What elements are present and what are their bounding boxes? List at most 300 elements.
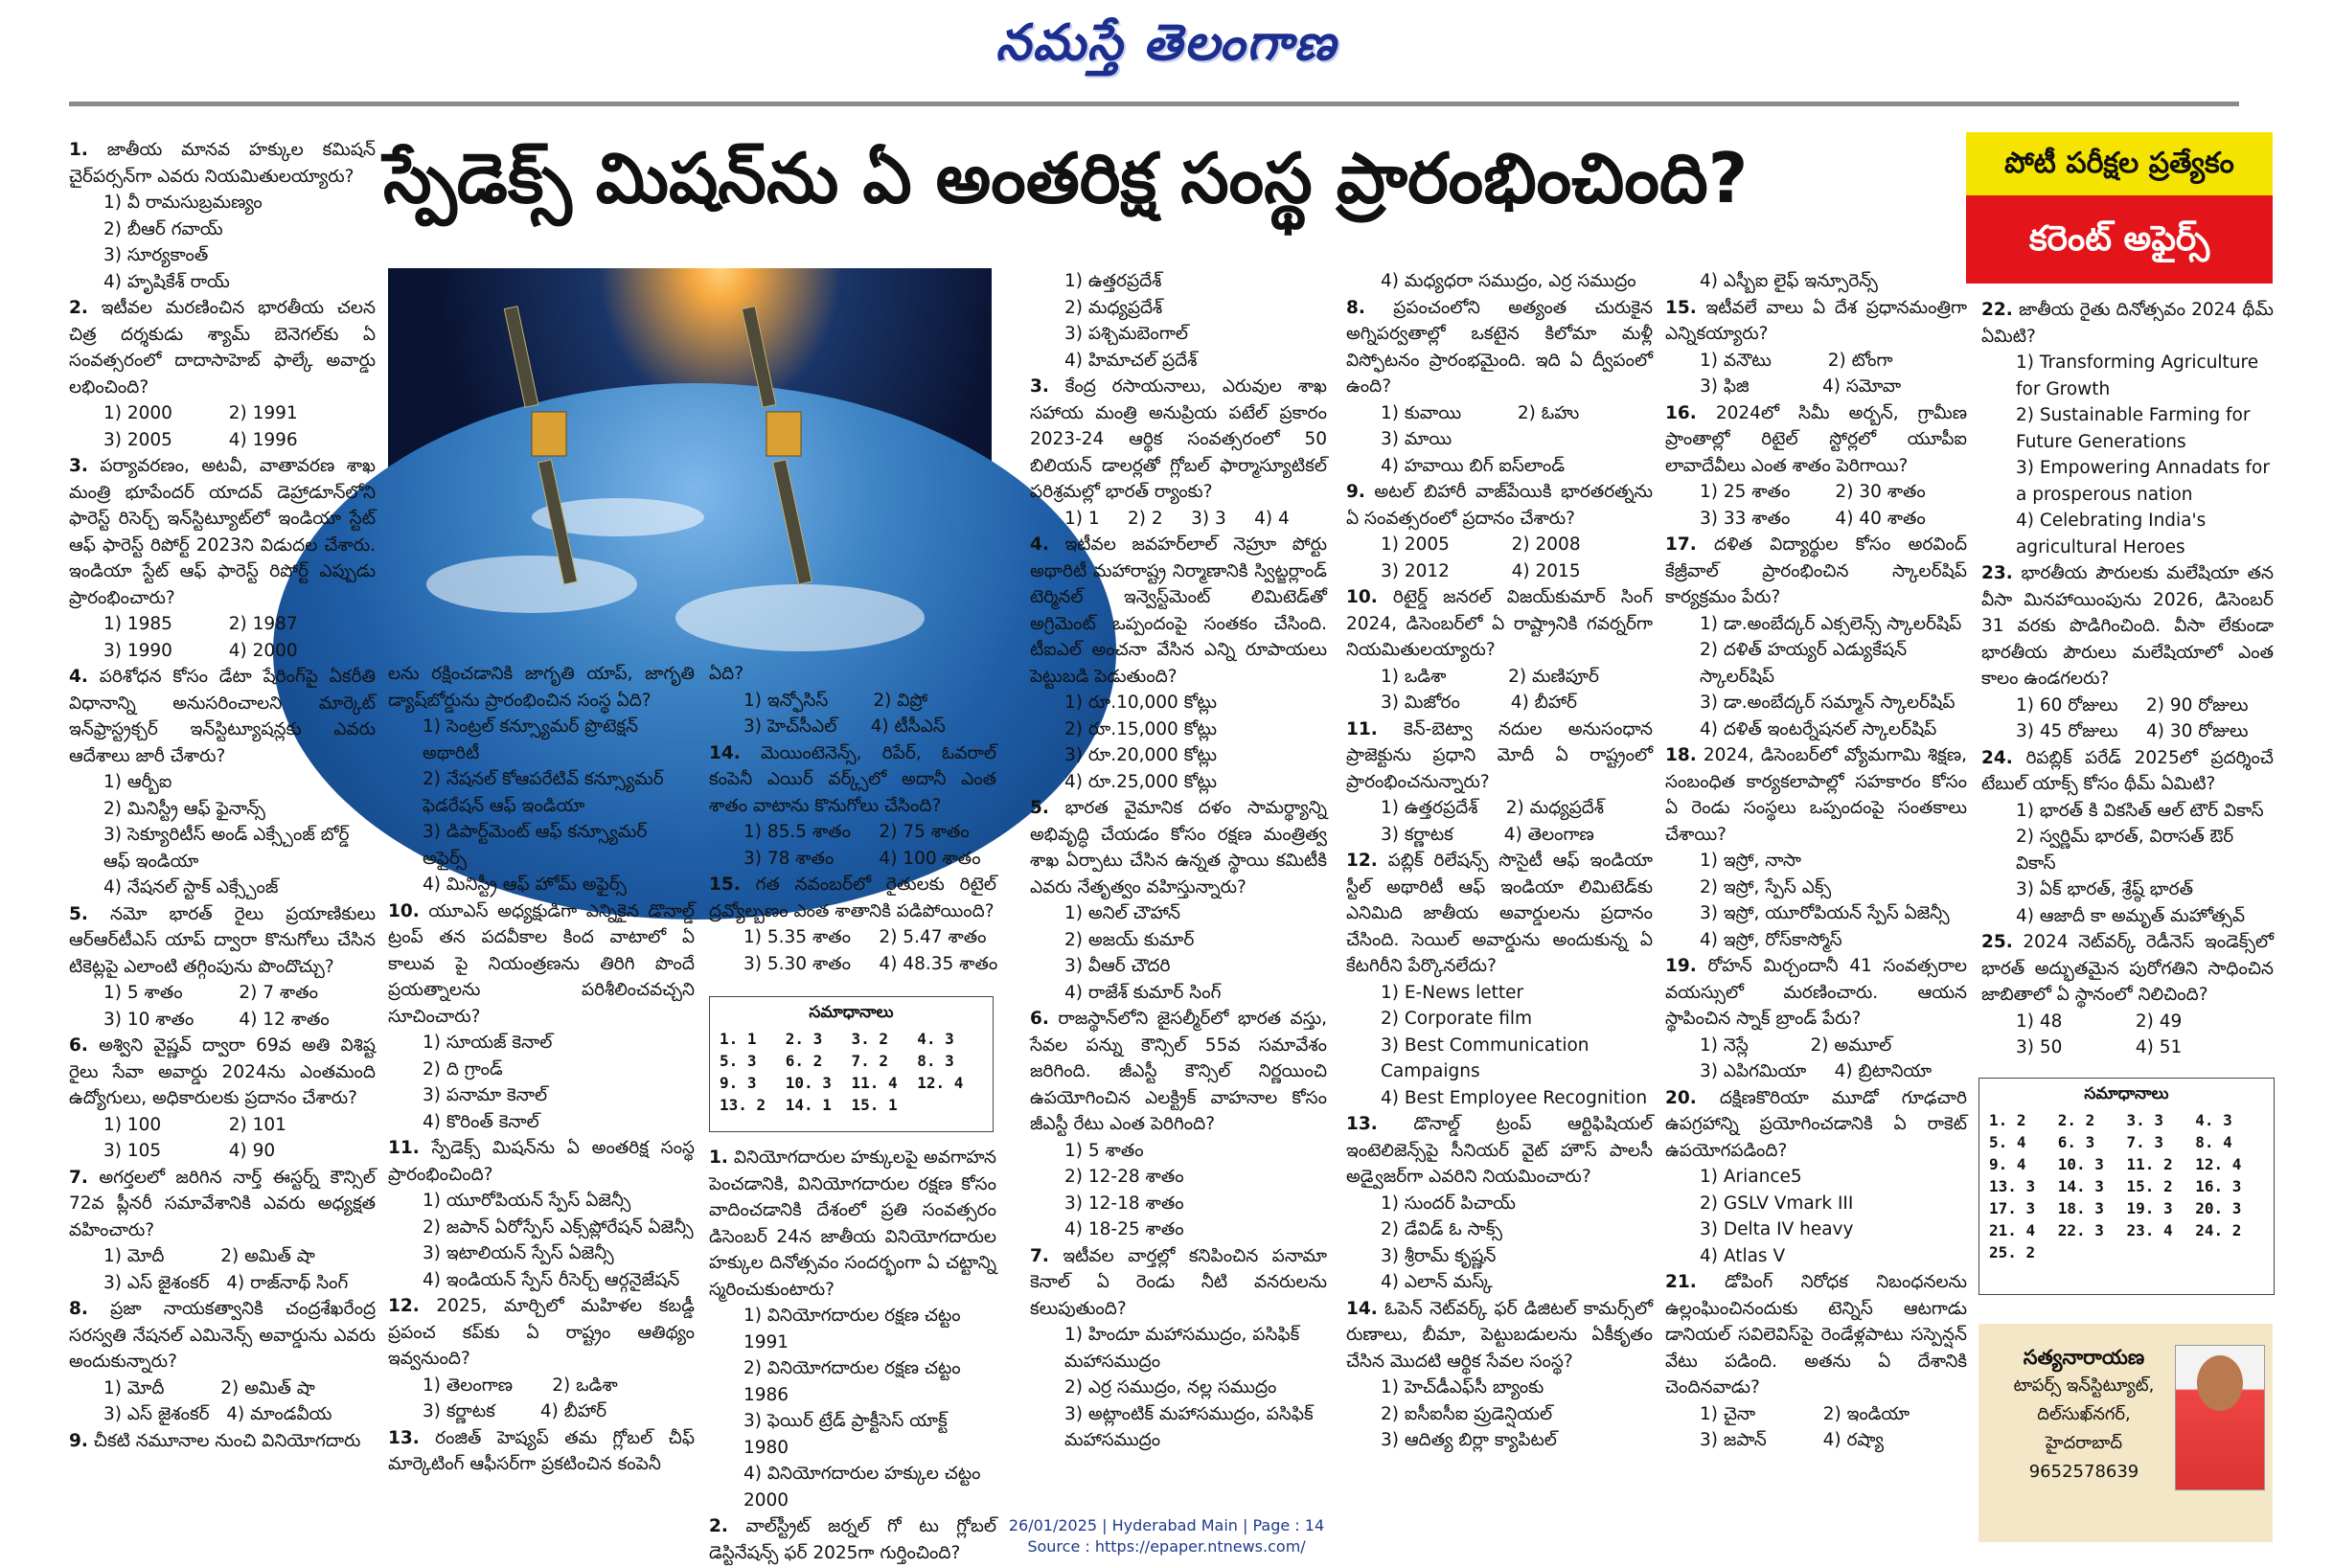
- answer-cell: 3. 2: [851, 1030, 889, 1048]
- option-item: 1) సూయజ్ కెనాల్: [423, 1033, 553, 1053]
- question-item: [1665, 1085, 1967, 1270]
- answer-cell: 14. 1: [785, 1096, 832, 1114]
- option-row: 3) 2005 4) 1996: [103, 429, 298, 450]
- question-item: [1030, 532, 1327, 795]
- question-body: అటల్ బిహారీ వాజ్‌పేయికి భారతరత్నను ఏ సంవత్సరంలో ప్రదానం చేశారు?: [1346, 482, 1653, 529]
- question-item: [69, 453, 376, 664]
- question-body: 2024లో సిమీ అర్బన్, గ్రామీణ ప్రాంతాల్లో రిటైల్ స్టోర్లలో యూపీఐ లావాదేవీలు ఎంత శాతం పెరిగాయి?: [1665, 402, 1967, 476]
- option-row: 1) 48 2) 49: [2016, 1011, 2183, 1032]
- option-item: 4) ఎలాన్ మస్క్: [1381, 1272, 1493, 1292]
- option-item: 1) E-News letter: [1381, 982, 1524, 1003]
- option-item: 1) సెంట్రల్ కన్స్యూమర్ ప్రొటెక్షన్ అథారిటీ: [423, 716, 639, 763]
- question-number: 10.: [388, 900, 420, 921]
- option-item: 2) నేషనల్ కోఆపరేటివ్ కన్స్యూమర్ ఫెడరేషన్ ఆఫ్ ఇండియా: [423, 769, 664, 816]
- question-item: [69, 1165, 376, 1297]
- question-body: ఏది?: [709, 664, 744, 684]
- answer-cell: 13. 3: [1989, 1177, 2036, 1195]
- question-body: అశ్విని వైష్ణవ్ ద్వారా 69వ అతి విశిష్ట రైలు సేవా అవార్డు 2024ను ఎంతమంది ఉద్యోగులు, అధికారులకు ప్రదానం చేశారు?: [69, 1035, 376, 1108]
- newspaper-logo: నమస్తే తెలంగాణ: [995, 13, 1338, 72]
- question-item: [1981, 297, 2274, 560]
- option-item: 2) Sustainable Farming for Future Generations: [2016, 405, 2251, 452]
- masthead: [0, 0, 2333, 96]
- question-body: స్పేడెక్స్ మిషన్‌ను ఏ అంతరిక్ష సంస్థ ప్రారంభించింది?: [388, 1138, 695, 1185]
- question-body: యూఎస్ అధ్యక్షుడిగా ఎన్నికైన డొనాల్డ్ ట్రంప్ తన పదవీకాల కింద వాటాలో ఏ కాలువ పై నియంత్రణను తిరిగి పొందే ప్రయత్నాలను పరిశీలించవచ్చని సూచించారు?: [388, 900, 695, 1027]
- question-body: కేంద్ర రసాయనాలు, ఎరువుల శాఖ సహాయ మంత్రి అనుప్రియ పటేల్ ప్రకారం 2023-24 ఆర్థిక సంవత్సరంలో 50 బిలియన్ డాలర్లతో గ్లోబల్ ఫార్మాస్యూటికల్ పరిశ్రమల్లో భారత్ ర్యాంకు?: [1030, 376, 1327, 502]
- satellite-right-icon: [742, 307, 812, 584]
- answer-cell: 25. 2: [1989, 1243, 2036, 1261]
- question-item: [1981, 929, 2274, 1061]
- answer-cell: 15. 1: [851, 1096, 898, 1114]
- option-row: 3) 33 శాతం 4) 40 శాతం: [1700, 508, 1926, 529]
- question-body: రోహన్ మిర్చందానీ 41 సంవత్సరాల వయస్సులో మరణించారు. ఆయన స్థాపించిన స్నాక్ బ్రాండ్ పేరు?: [1665, 956, 1967, 1029]
- question-body: వాల్‌స్ట్రీట్ జర్నల్ గో టు గ్లోబల్ డెస్టినేషన్స్ ఫర్ 2025గా గుర్తించింది?: [709, 1516, 996, 1563]
- answer-cell: 6. 2: [785, 1052, 823, 1070]
- question-text: [1665, 742, 1967, 848]
- question-body: వినియోగదారుల హక్కులపై అవగాహన పెంచడానికి, వినియోగదారుల రక్షణ కోసం వాదించడానికి దేశంలో ప్రతి సంవత్సరం డిసెంబర్ 24న జాతీయ వినియోగదారుల హక్కుల దినోత్సవం సందర్భంగా ఏ చట్టాన్ని స్మరించుకుంటారు?: [709, 1148, 996, 1300]
- author-place1: దిల్‌సుఖ్‌నగర్,: [2037, 1404, 2131, 1424]
- question-text: [1665, 953, 1967, 1033]
- option-item: 1) Transforming Agriculture for Growth: [2016, 352, 2259, 399]
- question-item: [709, 1145, 996, 1513]
- badge-top: పోటీ పరీక్షల ప్రత్యేకం: [1966, 132, 2273, 195]
- answer-cell: 7. 3: [2126, 1133, 2164, 1151]
- question-number: 21.: [1665, 1272, 1697, 1292]
- answer-cell: 24. 2: [2195, 1221, 2242, 1239]
- question-number: 6.: [1030, 1009, 1049, 1029]
- option-item: 3) శ్రీరామ్ కృష్ణన్: [1381, 1245, 1497, 1266]
- option-row: 3) జపాన్ 4) రష్యా: [1700, 1430, 1884, 1450]
- question-text: [69, 295, 376, 400]
- option-item: 3) సూర్యకాంత్: [103, 245, 209, 265]
- option-item: 2) మినిస్ట్రీ ఆఫ్ ఫైనాన్స్: [103, 798, 265, 819]
- answer-cell: 10. 3: [785, 1074, 832, 1092]
- option-row: 3) మాయి: [1381, 429, 1452, 449]
- option-item: 2) ది గ్రాండ్: [423, 1058, 503, 1079]
- question-number: 1.: [69, 140, 88, 160]
- question-number: 11.: [1346, 718, 1378, 739]
- author-photo: [2175, 1345, 2265, 1490]
- answer-cell: 2. 2: [2057, 1111, 2095, 1129]
- answer-cell: 3. 3: [2126, 1111, 2164, 1129]
- answer-cell: 5. 3: [720, 1052, 757, 1070]
- question-number: 16.: [1665, 402, 1697, 423]
- question-text: [69, 1428, 376, 1455]
- option-item: 3) ఇటాలియన్ స్పేస్ ఏజెన్సీ: [423, 1243, 614, 1263]
- option-row: 1) 5 శాతం 2) 7 శాతం: [103, 983, 319, 1003]
- option-item: 4) మినిస్ట్రీ ఆఫ్ హోమ్ అఫైర్స్: [423, 875, 627, 895]
- question-item: [1030, 795, 1327, 1006]
- answer-cell: 11. 4: [851, 1074, 898, 1092]
- option-row: 1) కువాయి 2) ఓహు: [1381, 402, 1580, 423]
- answers-box-1: [709, 996, 994, 1132]
- option-row: 3) 50 4) 51: [2016, 1037, 2183, 1057]
- question-body: డోపింగ్ నిరోధక నిబంధనలను ఉల్లంఘించినందుకు టెన్నిస్ ఆటగాడు డానియల్ సవిలెవిస్‌పై రెండేళ్లపాటు సస్పెన్షన్ వేటు పడింది. అతను ఏ దేశానికి చెందినవాడు?: [1665, 1272, 1967, 1398]
- option-item: 1) ఉత్తరప్రదేశ్: [1064, 271, 1162, 291]
- answer-cell: 4. 3: [2195, 1111, 2232, 1129]
- option-item: 3) Best Communication Campaigns: [1381, 1034, 1590, 1081]
- question-item: [1030, 374, 1327, 532]
- question-body: గత నవంబర్‌లో రైతులకు రిటైల్ ద్రవ్యోల్బణం ఎంత శాతానికి పడిపోయింది?: [709, 875, 996, 921]
- answer-cell: 11. 2: [2126, 1155, 2173, 1173]
- answers-box-2: [1978, 1078, 2275, 1295]
- question-text: [709, 740, 996, 820]
- question-item: [709, 661, 996, 740]
- option-item: 3) Empowering Annadats for a prosperous nation: [2016, 458, 2270, 505]
- question-item: [1981, 745, 2274, 930]
- question-number: 2.: [69, 298, 88, 318]
- question-item: [388, 661, 695, 898]
- author-phone: 9652578639: [2028, 1462, 2139, 1482]
- question-body: 2024, డిసెంబర్‌లో వ్యోమగామి శిక్షణ, సంబంధిత కార్యకలాపాల్లో సహకారం కోసం ఏ రెండు సంస్థలు ఒప్పందంపై సంతకాలు చేశాయి?: [1665, 745, 1967, 845]
- question-body: దక్షిణకొరియా మూడో గూఢచారి ఉపగ్రహాన్ని ప్రయోగించడానికి ఏ రాకెట్ ఉపయోగపడింది?: [1665, 1087, 1967, 1161]
- question-column-5: [1346, 268, 1653, 1513]
- question-text: [388, 1293, 695, 1373]
- question-item: [1665, 1269, 1967, 1454]
- question-item: [388, 1135, 695, 1293]
- option-item: 4) నేషనల్ స్టాక్ ఎక్స్చేంజ్: [103, 877, 279, 898]
- question-text: [1030, 795, 1327, 900]
- answer-cell: 12. 4: [2195, 1155, 2242, 1173]
- question-text: [69, 453, 376, 611]
- question-number: 23.: [1981, 563, 2013, 583]
- option-item: 1) సుందర్ పిచాయ్: [1381, 1193, 1516, 1214]
- question-text: [1030, 374, 1327, 506]
- question-item: [1346, 584, 1653, 716]
- option-item: 1) హిందూ మహాసముద్రం, పసిఫిక్ మహాసముద్రం: [1064, 1325, 1300, 1372]
- question-body: ఓపెన్ నెట్‌వర్క్ ఫర్ డిజిటల్ కామర్స్‌లో రుణాలు, బీమా, పెట్టుబడులను ఏకీకృతం చేసిన మొదటి ఆర్థిక సేవల సంస్థ?: [1346, 1298, 1653, 1372]
- question-text: [388, 898, 695, 1031]
- question-item: [1346, 848, 1653, 1111]
- question-text: [1981, 560, 2274, 693]
- question-text: [1665, 1085, 1967, 1165]
- question-number: 8.: [1346, 297, 1365, 318]
- question-item: [69, 1428, 376, 1455]
- option-row: 3) కర్ణాటక 4) తెలంగాణ: [1381, 824, 1594, 845]
- question-item: [1665, 400, 1967, 533]
- author-place2: హైదరాబాద్: [2045, 1433, 2123, 1453]
- question-item: [1346, 1296, 1653, 1454]
- question-item: [1346, 1111, 1653, 1296]
- question-item: [69, 137, 376, 295]
- option-item: 4) ఇండియన్ స్పేస్ రీసెర్చ్ ఆర్గనైజేషన్: [423, 1269, 680, 1290]
- question-number: 11.: [388, 1138, 420, 1158]
- option-item: 4) కొరింత్ కెనాల్: [423, 1111, 539, 1132]
- option-row: 1) 85.5 శాతం 2) 75 శాతం: [743, 822, 970, 842]
- option-item: 3) ఏక్ భారత్, శ్రేష్ఠ్ భారత్: [2016, 879, 2193, 899]
- section-badge: [1966, 132, 2273, 284]
- question-body: డొనాల్డ్ ట్రంప్ ఆర్టిఫిషియల్ ఇంటెలిజెన్స్‌పై సీనియర్ వైట్ హౌస్ పాలసీ అడ్వైజర్‌గా ఎవరిని నియమించారు?: [1346, 1114, 1653, 1187]
- question-number: 9.: [1346, 482, 1365, 502]
- badge-bottom: కరెంట్ అఫైర్స్: [1966, 195, 2273, 284]
- option-row: 1) 1 2) 2 3) 3 4) 4: [1064, 508, 1290, 529]
- option-item: 4) వినియోగదారుల హక్కుల చట్టం 2000: [743, 1464, 981, 1511]
- question-text: [1030, 1243, 1327, 1323]
- option-item: 3) అట్లాంటిక్ మహాసముద్రం, పసిఫిక్ మహాసముద్రం: [1064, 1403, 1314, 1450]
- question-number: 12.: [1346, 851, 1378, 871]
- option-item: 1) వినియోగదారుల రక్షణ చట్టం 1991: [743, 1306, 961, 1352]
- option-row: 3) 2012 4) 2015: [1381, 560, 1581, 581]
- question-number: 20.: [1665, 1087, 1697, 1108]
- question-text: [1981, 745, 2274, 798]
- question-item: [69, 901, 376, 1034]
- option-item: 3) 12-18 శాతం: [1064, 1193, 1184, 1214]
- option-row: 1) తెలంగాణ 2) ఒడిశా: [423, 1375, 618, 1396]
- question-body: కెన్-బెట్వా నదుల అనుసంధాన ప్రాజెక్టును ప్రధాని మోదీ ఏ రాష్ట్రంలో ప్రారంభించనున్నారు?: [1346, 718, 1653, 792]
- option-row: 3) 1990 4) 2000: [103, 640, 298, 661]
- question-column-3: [709, 661, 996, 996]
- question-number: 8.: [69, 1299, 88, 1319]
- question-item: [1030, 1243, 1327, 1454]
- question-number: 7.: [1030, 1245, 1049, 1266]
- option-item: 4) రాజేశ్ కుమార్ సింగ్: [1064, 982, 1222, 1003]
- answer-cell: 23. 4: [2126, 1221, 2173, 1239]
- option-item: 2) మధ్యప్రదేశ్: [1064, 297, 1163, 318]
- option-item: 1) ఆర్బీఐ: [103, 772, 172, 792]
- question-body: రిటైర్డ్ జనరల్ విజయ్‌కుమార్ సింగ్ 2024, డిసెంబర్‌లో ఏ రాష్ట్రానికి గవర్నర్‌గా నియమితులయ్యారు?: [1346, 587, 1653, 660]
- option-item: 3) రూ.20,000 కోట్లు: [1064, 745, 1218, 765]
- option-row: 1) 25 శాతం 2) 30 శాతం: [1700, 482, 1926, 502]
- option-row: 1) 100 2) 101: [103, 1114, 286, 1135]
- option-item: 2) ఐసీఐసీఐ ప్రుడెన్షియల్: [1381, 1403, 1553, 1424]
- answer-cell: 17. 3: [1989, 1199, 2036, 1217]
- question-number: 14.: [709, 742, 741, 763]
- author-head: [2197, 1355, 2243, 1411]
- question-body: ఇటీవలే వాలు ఏ దేశ ప్రధానమంత్రిగా ఎన్నికయ్యారు?: [1665, 297, 1967, 344]
- answer-cell: 9. 4: [1989, 1155, 2026, 1173]
- question-item: [709, 872, 996, 977]
- question-number: 13.: [388, 1427, 420, 1448]
- option-item: 1) డా.అంబేద్కర్ ఎక్సలెన్స్ స్కాలర్‌షిప్: [1700, 613, 1962, 634]
- question-text: [1981, 929, 2274, 1009]
- question-text: [69, 1033, 376, 1112]
- option-row: 1) ఇన్ఫోసిస్ 2) విప్రో: [743, 690, 928, 711]
- question-column-7: [1981, 297, 2275, 1057]
- question-text: [1030, 1006, 1327, 1138]
- option-row: 3) హెచ్‌సీఎల్ 4) టీసీఎస్: [743, 716, 946, 737]
- satellite-icons: [388, 268, 992, 661]
- option-item: 3) ఇస్రో, యూరోపియన్ స్పేస్ ఏజెన్సీ: [1700, 903, 1950, 923]
- author-role: టాపర్స్ ఇన్‌స్టిట్యూట్,: [2013, 1375, 2155, 1396]
- option-row: 3) ఎస్ జైశంకర్ 4) రాజ్‌నాథ్ సింగ్: [103, 1272, 349, 1293]
- answers-grid: [710, 1030, 993, 1120]
- option-row: 3) ఎస్ జైశంకర్ 4) మాండవీయ: [103, 1404, 332, 1424]
- option-item: 2) దళిత్ హయ్యర్ ఎడ్యుకేషన్ స్కాలర్‌షిప్: [1700, 640, 1908, 687]
- question-column-6: [1665, 268, 1967, 1513]
- question-number: 4.: [69, 667, 88, 687]
- option-row: 3) 10 శాతం 4) 12 శాతం: [103, 1009, 330, 1030]
- question-body: చీకటి నమూనాల నుంచి వినియోగదారు: [93, 1430, 361, 1451]
- question-text: [69, 1296, 376, 1375]
- option-item: 3) ఫెయిర్ ట్రేడ్ ప్రాక్టీసెస్ యాక్ట్ 1980: [743, 1411, 948, 1458]
- header-rule: [69, 102, 2239, 106]
- option-item: 4) హిమాచల్ ప్రదేశ్: [1064, 350, 1198, 371]
- option-item: 1) Ariance5: [1700, 1167, 1802, 1187]
- question-text: [1346, 1296, 1653, 1375]
- question-body: పరిశోధన కోసం డేటా షేరింగ్‌పై ఏకరీతి విధానాన్ని అనుసరించాలని మార్కెట్ ఇన్‌ఫ్రాస్ట్రక్చర్ ఇన్‌స్టిట్యూషన్లకు ఎవరు ఆదేశాలు జారీ చేశారు?: [69, 667, 376, 766]
- answer-cell: 12. 4: [917, 1074, 964, 1092]
- question-number: 17.: [1665, 534, 1697, 555]
- option-row: 3) కర్ణాటక 4) బీహార్: [423, 1401, 607, 1421]
- option-item: 4) 18-25 శాతం: [1064, 1219, 1184, 1239]
- question-body: దళిత విద్యార్థుల కోసం అరవింద్ కేజ్రీవాల్ ప్రారంభించిన స్కాలర్‌షిప్ కార్యక్రమం పేరు?: [1665, 534, 1967, 607]
- option-item: 4) ఎస్బీఐ లైఫ్ ఇన్సూరెన్స్: [1700, 271, 1878, 291]
- question-number: 6.: [69, 1035, 88, 1056]
- question-item: [69, 664, 376, 901]
- option-item: 2) GSLV Vmark III: [1700, 1193, 1854, 1214]
- question-number: 25.: [1981, 932, 2013, 952]
- question-column-4: [1030, 268, 1327, 1513]
- answer-cell: 9. 3: [720, 1074, 757, 1092]
- question-text: [709, 1145, 996, 1303]
- question-item: [69, 295, 376, 453]
- footer-date: 26/01/2025 | Hyderabad Main | Page : 14: [1008, 1516, 1325, 1534]
- question-number: 15.: [709, 875, 741, 895]
- question-number: 19.: [1665, 956, 1697, 976]
- option-item: 2) 12-28 శాతం: [1064, 1167, 1184, 1187]
- question-text: [1665, 1269, 1967, 1401]
- option-item: 1) భారత్ కి వికసిత్ ఆల్ టౌర్ వికాస్: [2016, 800, 2264, 821]
- question-text: [1981, 297, 2274, 350]
- question-item: [388, 898, 695, 1136]
- answer-cell: 13. 2: [720, 1096, 766, 1114]
- answer-cell: 8. 4: [2195, 1133, 2232, 1151]
- question-text: [69, 1165, 376, 1244]
- option-item: 4) మధ్యధరా సముద్రం, ఎర్ర సముద్రం: [1381, 271, 1636, 291]
- option-row: 1) వనౌటు 2) టోంగా: [1700, 350, 1893, 371]
- answer-cell: 20. 3: [2195, 1199, 2242, 1217]
- answer-cell: 1. 2: [1989, 1111, 2026, 1129]
- question-text: [709, 872, 996, 924]
- option-row: 3) ఎపిగమియా 4) బ్రిటానియా: [1700, 1061, 1933, 1081]
- option-item: 2) ఎర్ర సముద్రం, నల్ల సముద్రం: [1064, 1377, 1277, 1398]
- answer-cell: 8. 3: [917, 1052, 954, 1070]
- option-row: 1) ఉత్తరప్రదేశ్ 2) మధ్యప్రదేశ్: [1381, 798, 1605, 818]
- option-item: 3) సెక్యూరిటీస్ అండ్ ఎక్స్చేంజ్ బోర్డ్ ఆఫ్ ఇండియా: [103, 825, 350, 872]
- question-body: రిపబ్లిక్ పరేడ్ 2025లో ప్రదర్శించే టేబుల్ యాక్స్ కోసం థీమ్ ఏమిటి?: [1981, 747, 2274, 794]
- question-number: 2.: [709, 1516, 728, 1536]
- option-row: 3) 105 4) 90: [103, 1141, 276, 1161]
- question-body: రాజస్థాన్‌లోని జైసల్మీర్‌లో భారత వస్తు, సేవల పన్ను కౌన్సిల్ 55వ సమావేశం జరిగింది. జీఎస్టీ కౌన్సిల్ నిర్ణయించి ఉపయోగించిన ఎలక్ట్రిక్ వాహనాల కోసం జీఎస్టీ రేటు ఎంత పెరిగింది?: [1030, 1009, 1327, 1134]
- option-row: 1) 60 రోజులు 2) 90 రోజులు: [2016, 694, 2249, 716]
- option-item: 1) హెచ్‌డీఎఫ్‌సీ బ్యాంకు: [1381, 1377, 1544, 1398]
- option-item: 3) డా.అంబేద్కర్ సమ్మాన్ స్కాలర్‌షిప్: [1700, 693, 1956, 713]
- question-column-1: [69, 137, 376, 1511]
- question-text: [69, 137, 376, 190]
- option-row: 3) మిజోరం 4) బీహార్: [1381, 693, 1578, 713]
- question-text: [1346, 584, 1653, 664]
- option-row: 1) 2000 2) 1991: [103, 403, 298, 423]
- question-number: 22.: [1981, 300, 2013, 320]
- question-item: [69, 1033, 376, 1165]
- question-number: 9.: [69, 1430, 88, 1451]
- question-number: 15.: [1665, 297, 1697, 318]
- question-number: 3.: [1030, 376, 1049, 397]
- option-item: 1) అనిల్ చౌహాన్: [1064, 903, 1181, 923]
- option-item: 4) ఆజాదీ కా అమృత్ మహోత్సవ్: [2016, 905, 2246, 926]
- option-row: 1) మోదీ 2) అమిత్ షా: [103, 1246, 315, 1266]
- answer-cell: 18. 3: [2057, 1199, 2104, 1217]
- question-body: ఇటీవల మరణించిన భారతీయ చలన చిత్ర దర్శకుడు శ్యామ్ బెనెగల్‌కు ఏ సంవత్సరంలో దాదాసాహెబ్ ఫాల్కే అవార్డు లభించింది?: [69, 298, 377, 398]
- question-body: లను రక్షించడానికి జాగృతి యాప్, జాగృతి డ్యాష్‌బోర్డును ప్రారంభించిన సంస్థ ఏది?: [388, 664, 695, 711]
- question-item: [1346, 479, 1653, 584]
- option-item: 1) 5 శాతం: [1064, 1140, 1144, 1161]
- option-item: 3) ఆదిత్య బిర్లా క్యాపిటల్: [1381, 1430, 1557, 1450]
- option-item: 1) వీ రామసుబ్రమణ్యం: [103, 193, 263, 213]
- question-body: 2024 నెట్‌వర్క్ రెడీనెస్ ఇండెక్స్‌లో భారత్ అద్భుతమైన పురోగతిని సాధించిన జాబితాలో ఏ స్థానంలో నిలిచింది?: [1981, 932, 2275, 1005]
- question-body: ఇటీవల వార్తల్లో కనిపించిన పనామా కెనాల్ ఏ రెండు నీటి వనరులను కలుపుతుంది?: [1030, 1245, 1327, 1319]
- question-column-3b: [709, 1145, 996, 1563]
- footer-source[interactable]: Source : https://epaper.ntnews.com/: [1027, 1537, 1306, 1556]
- option-item: 2) రూ.15,000 కోట్లు: [1064, 718, 1218, 739]
- answer-cell: 19. 3: [2126, 1199, 2173, 1217]
- option-row: 1) మోదీ 2) అమిత్ షా: [103, 1377, 315, 1398]
- question-number: 12.: [388, 1296, 420, 1316]
- question-number: 3.: [69, 456, 88, 476]
- question-number: 1.: [709, 1148, 728, 1168]
- question-number: 5.: [1030, 798, 1049, 818]
- question-text: [1030, 532, 1327, 690]
- question-number: 24.: [1981, 747, 2013, 768]
- answer-cell: 1. 1: [720, 1030, 757, 1048]
- option-item: 3) వీఆర్ చౌదరి: [1064, 956, 1171, 976]
- answer-cell: 21. 4: [1989, 1221, 2036, 1239]
- question-number: 7.: [69, 1167, 88, 1188]
- option-row: 3) 5.30 శాతం 4) 48.35 శాతం: [743, 953, 998, 974]
- option-row: 1) 5.35 శాతం 2) 5.47 శాతం: [743, 927, 987, 947]
- answer-cell: 5. 4: [1989, 1133, 2026, 1151]
- option-row: 1) ఒడిశా 2) మణిపూర్: [1381, 666, 1599, 687]
- option-item: 4) Celebrating India's agricultural Heroes: [2016, 511, 2207, 557]
- question-body: జాతీయ రైతు దినోత్సవం 2024 థీమ్ ఏమిటి?: [1981, 300, 2274, 347]
- question-text: [69, 901, 376, 981]
- question-text: [1346, 479, 1653, 532]
- option-item: 2) డేవిడ్ ఓ సాక్స్: [1381, 1219, 1503, 1239]
- option-item: 2) అజయ్ కుమార్: [1064, 929, 1195, 950]
- question-text: [709, 661, 996, 688]
- question-text: [1346, 848, 1653, 980]
- question-item: [1346, 268, 1653, 295]
- question-body: నమో భారత్ రైలు ప్రయాణికులు ఆర్ఆర్‌టీఎస్ యాప్ ద్వారా కొనుగోలు చేసిన టికెట్లపై ఎలాంటి తగ్గింపును పొందొచ్చు?: [69, 903, 376, 977]
- page-footer: [0, 1515, 2333, 1557]
- question-text: [388, 661, 695, 714]
- answer-cell: 2. 3: [785, 1030, 823, 1048]
- question-number: 4.: [1030, 534, 1049, 555]
- question-item: [1346, 295, 1653, 480]
- option-item: 3) పనామా కెనాల్: [423, 1085, 548, 1105]
- question-text: [1665, 532, 1967, 611]
- option-item: 1) యూరోపియన్ స్పేస్ ఏజెన్సీ: [423, 1191, 631, 1211]
- satellite-left-icon: [504, 307, 577, 584]
- option-item: 3) డిపార్ట్‌మెంట్ ఆఫ్ కన్స్యూమర్ అఫైర్స్: [423, 822, 648, 869]
- answer-cell: 16. 3: [2195, 1177, 2242, 1195]
- option-item: 2) వినియోగదారుల రక్షణ చట్టం 1986: [743, 1358, 961, 1405]
- page-headline: స్పేడెక్స్ మిషన్‌ను ఏ అంతరిక్ష సంస్థ ప్రారంభించింది?: [383, 138, 1749, 218]
- question-text: [1346, 295, 1653, 400]
- option-row: 3) ఫిజి 4) సమోవా: [1700, 376, 1902, 397]
- question-body: జాతీయ మానవ హక్కుల కమిషన్ చైర్‌పర్సన్‌గా ఎవరు నియమితులయ్యారు?: [69, 140, 376, 187]
- question-body: అగర్తలలో జరిగిన నార్త్ ఈస్టర్న్ కౌన్సిల్ 72వ ప్లీనరీ సమావేశానికి ఎవరు అధ్యక్షత వహించారు?: [69, 1167, 376, 1240]
- question-text: [69, 664, 376, 769]
- answer-cell: 6. 3: [2057, 1133, 2095, 1151]
- question-item: [1665, 742, 1967, 953]
- option-item: 4) దళిత్ ఇంటర్నేషనల్ స్కాలర్‌షిప్: [1700, 718, 1937, 739]
- question-item: [1665, 295, 1967, 400]
- question-item: [388, 1425, 695, 1478]
- author-name: సత్యనారాయణ: [2023, 1346, 2145, 1369]
- question-column-2: [388, 661, 695, 1513]
- question-item: [1981, 560, 2274, 745]
- question-body: మెయింటెనెన్స్, రిపేర్, ఓవరాల్ కంపెనీ ఎయిర్ వర్క్స్‌లో అదానీ ఎంత శాతం వాటాను కొనుగోలు చేసింది?: [709, 742, 996, 816]
